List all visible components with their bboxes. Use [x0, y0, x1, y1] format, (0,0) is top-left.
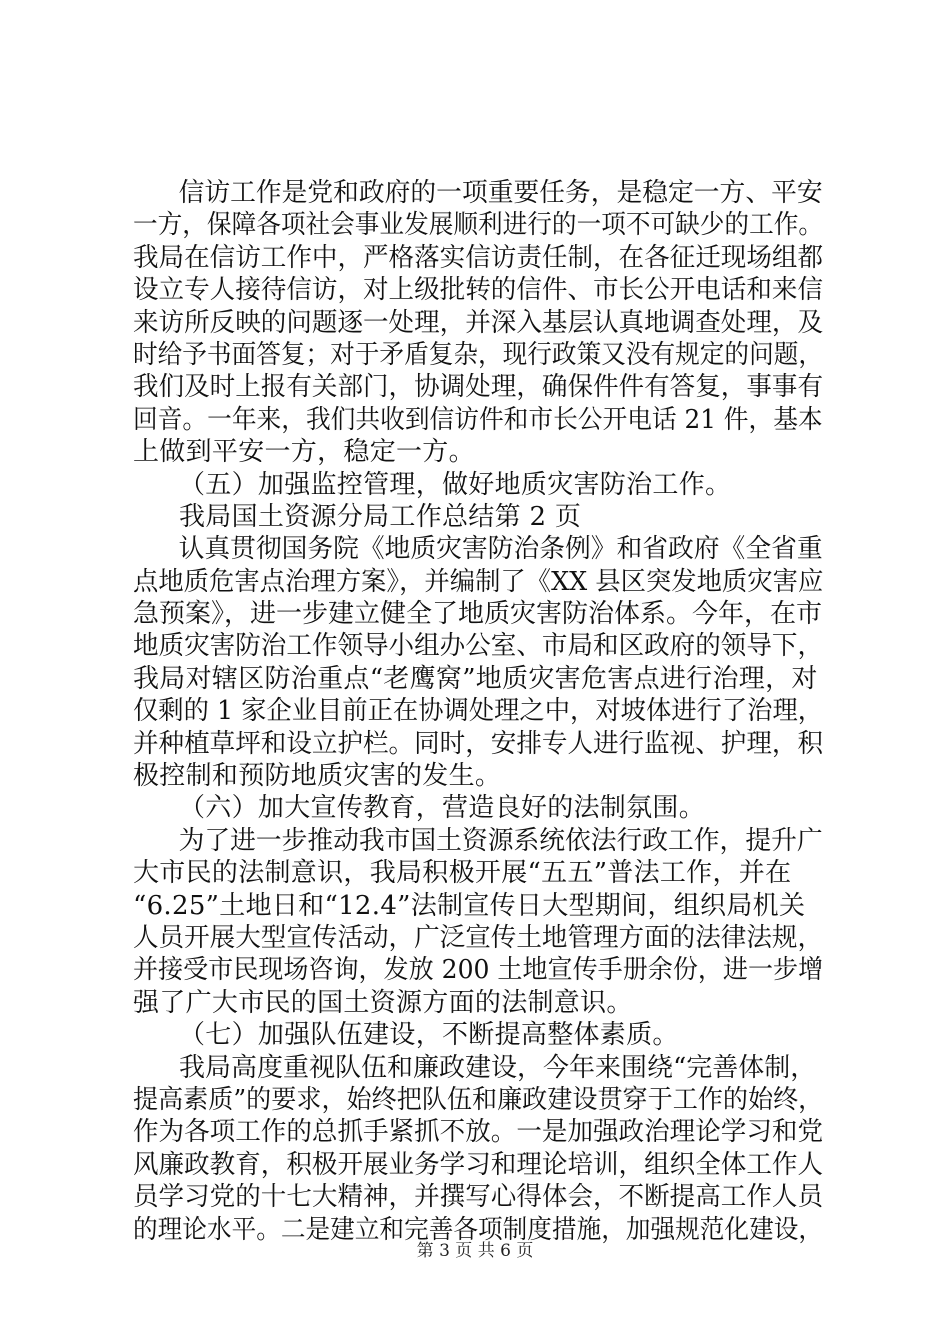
text-line: 一方，保障各项社会事业发展顺利进行的一项不可缺少的工作。 [133, 210, 824, 241]
text-line: 我局国土资源分局工作总结第 2 页 [179, 501, 582, 532]
text-line: “6.25”土地日和“12.4”法制宣传日大型期间，组织局机关 [133, 890, 806, 921]
text-line: 我局对辖区防治重点“老鹰窝”地质灾害危害点进行治理，对 [133, 663, 818, 694]
text-line: 地质灾害防治工作领导小组办公室、市局和区政府的领导下， [133, 631, 824, 662]
page-footer: 第 3 页 共 6 页 [416, 1241, 534, 1261]
text-line: 来访所反映的问题逐一处理，并深入基层认真地调查处理，及 [133, 307, 824, 338]
text-line: 强了广大市民的国土资源方面的法制意识。 [133, 987, 633, 1018]
text-line: 时给予书面答复；对于矛盾复杂，现行政策又没有规定的问题， [133, 339, 824, 370]
text-line: 我局在信访工作中，严格落实信访责任制，在各征迁现场组都 [133, 242, 824, 273]
text-line: 提高素质”的要求，始终把队伍和廉政建设贯穿于工作的始终， [133, 1084, 824, 1115]
text-line: 并接受市民现场咨询，发放 200 土地宣传手册余份，进一步增 [133, 955, 824, 986]
text-line: 极控制和预防地质灾害的发生。 [133, 761, 502, 792]
text-line: 员学习党的十七大精神，并撰写心得体会，不断提高工作人员 [133, 1182, 824, 1213]
text-line: 设立专人接待信访，对上级批转的信件、市长公开电话和来信 [133, 275, 824, 306]
text-line: （五）加强监控管理，做好地质灾害防治工作。 [179, 469, 732, 500]
text-line: 急预案》，进一步建立健全了地质灾害防治体系。今年，在市 [133, 599, 823, 630]
text-line: 我局高度重视队伍和廉政建设，今年来围绕“完善体制， [179, 1052, 817, 1083]
text-line: 风廉政教育，积极开展业务学习和理论培训，组织全体工作人 [133, 1149, 824, 1180]
text-line: 为了进一步推动我市国土资源系统依法行政工作，提升广 [178, 825, 823, 856]
text-line: 我们及时上报有关部门，协调处理，确保件件有答复，事事有 [133, 372, 824, 403]
text-line: 信访工作是党和政府的一项重要任务，是稳定一方、平安 [178, 178, 823, 208]
text-line: 认真贯彻国务院《地质灾害防治条例》和省政府《全省重 [178, 534, 823, 565]
text-line: 大市民的法制意识，我局积极开展“五五”普法工作，并在 [133, 858, 792, 889]
text-line: 人员开展大型宣传活动，广泛宣传土地管理方面的法律法规， [133, 922, 824, 953]
text-line: 回音。一年来，我们共收到信访件和市长公开电话 21 件，基本 [133, 404, 823, 435]
text-line: 并种植草坪和设立护栏。同时，安排专人进行监视、护理，积 [133, 728, 824, 759]
text-line: 的理论水平。二是建立和完善各项制度措施，加强规范化建设， [133, 1214, 824, 1245]
text-line: 仅剩的 1 家企业目前正在协调处理之中，对坡体进行了治理， [133, 696, 824, 727]
text-line: 作为各项工作的总抓手紧抓不放。一是加强政治理论学习和党 [133, 1117, 824, 1148]
text-line: （七）加强队伍建设，不断提高整体素质。 [179, 1020, 679, 1051]
text-line: （六）加大宣传教育，营造良好的法制氛围。 [179, 793, 706, 824]
text-line: 点地质危害点治理方案》，并编制了《XX 县区突发地质灾害应 [133, 566, 824, 597]
text-line: 上做到平安一方，稳定一方。 [133, 437, 475, 468]
document-body [133, 177, 823, 1246]
